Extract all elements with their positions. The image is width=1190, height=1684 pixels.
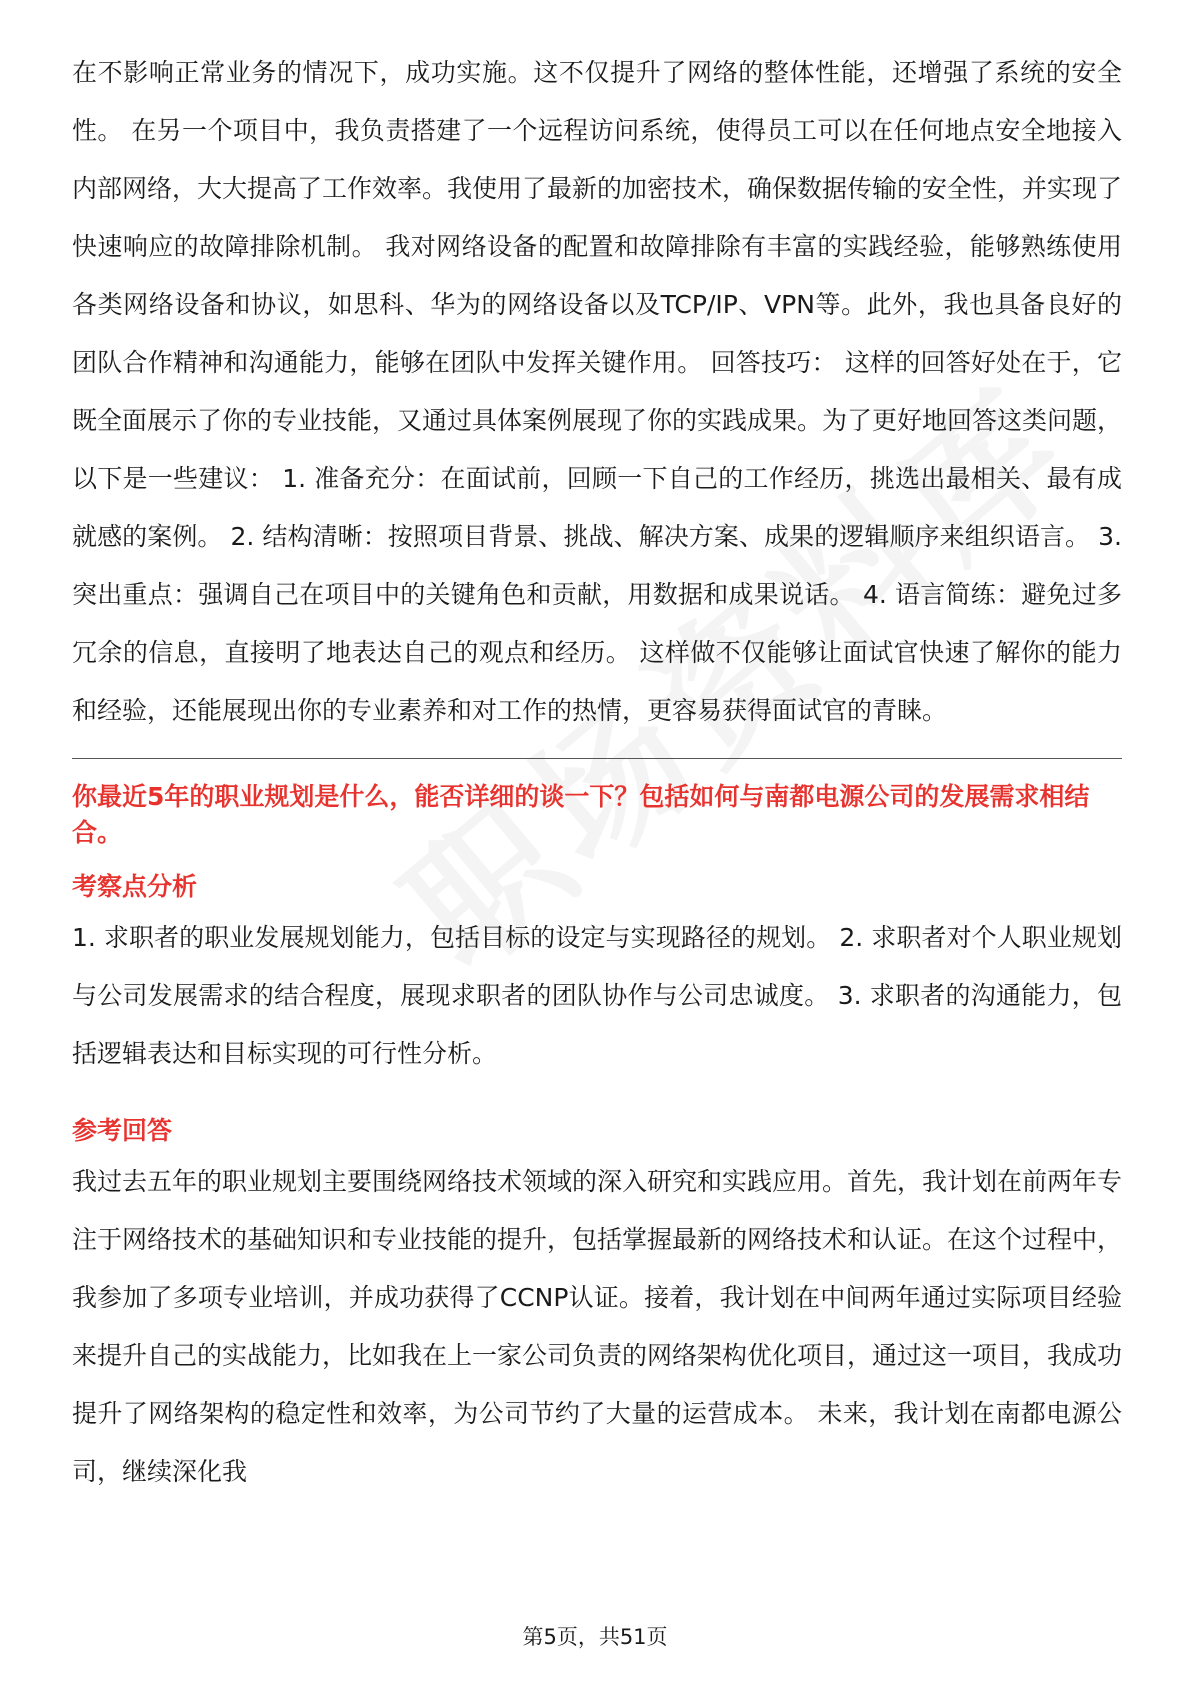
interview-question: 你最近5年的职业规划是什么，能否详细的谈一下？包括如何与南都电源公司的发展需求相结合。 [72, 782, 1090, 847]
answer-continuation-text: 在不影响正常业务的情况下，成功实施。这不仅提升了网络的整体性能，还增强了系统的安全性。 在另一个项目中，我负责搭建了一个远程访问系统，使得员工可以在任何地点安全地接入内部网络，大大提高了工作效率。我使用了最新的加密技术，确保数据传输的安全性，并实现了快速响应的故障排除机制。 我对网络设备的配置和故障排除有丰富的实践经验，能够熟练使用各类网络设备和协议，如思科、华为的网络设备以及TCP/IP、VPN等。此外，我也具备良好的团队合作精神和沟通能力，能够在团队中发挥关键作用。 回答技巧： 这样的回答好处在于，它既全面展示了你的专业技能，又通过具体案例展现了你的实践成果。为了更好地回答这类问题，以下是一些建议： 1. 准备充分：在面试前，回顾一下自己的工作经历，挑选出最相关、最有成就感的案例。 2. 结构清晰：按照项目背景、挑战、解决方案、成果的逻辑顺序来组织语言。 3. 突出重点：强调自己在项目中的关键角色和贡献，用数据和成果说话。 4. 语言简练：避免过多冗余的信息，直接明了地表达自己的观点和经历。 这样做不仅能够让面试官快速了解你的能力和经验，还能展现出你的专业素养和对工作的热情，更容易获得面试官的青睐。 [72, 58, 1123, 725]
page-number: 第5页，共51页 [522, 1625, 668, 1649]
section-divider [72, 758, 1122, 759]
page-content [72, 44, 1122, 1501]
answer-text: 我过去五年的职业规划主要围绕网络技术领域的深入研究和实践应用。首先，我计划在前两年专注于网络技术的基础知识和专业技能的提升，包括掌握最新的网络技术和认证。在这个过程中，我参加了多项专业培训，并成功获得了CCNP认证。接着，我计划在中间两年通过实际项目经验来提升自己的实战能力，比如我在上一家公司负责的网络架构优化项目，通过这一项目，我成功提升了网络架构的稳定性和效率，为公司节约了大量的运营成本。 未来，我计划在南都电源公司，继续深化我 [72, 1167, 1123, 1486]
answer-heading: 参考回答 [72, 1116, 173, 1145]
analysis-heading: 考察点分析 [72, 872, 198, 901]
analysis-text: 1. 求职者的职业发展规划能力，包括目标的设定与实现路径的规划。 2. 求职者对个人职业规划与公司发展需求的结合程度，展现求职者的团队协作与公司忠诚度。 3. 求职者的沟通能力，包括逻辑表达和目标实现的可行性分析。 [72, 923, 1122, 1068]
